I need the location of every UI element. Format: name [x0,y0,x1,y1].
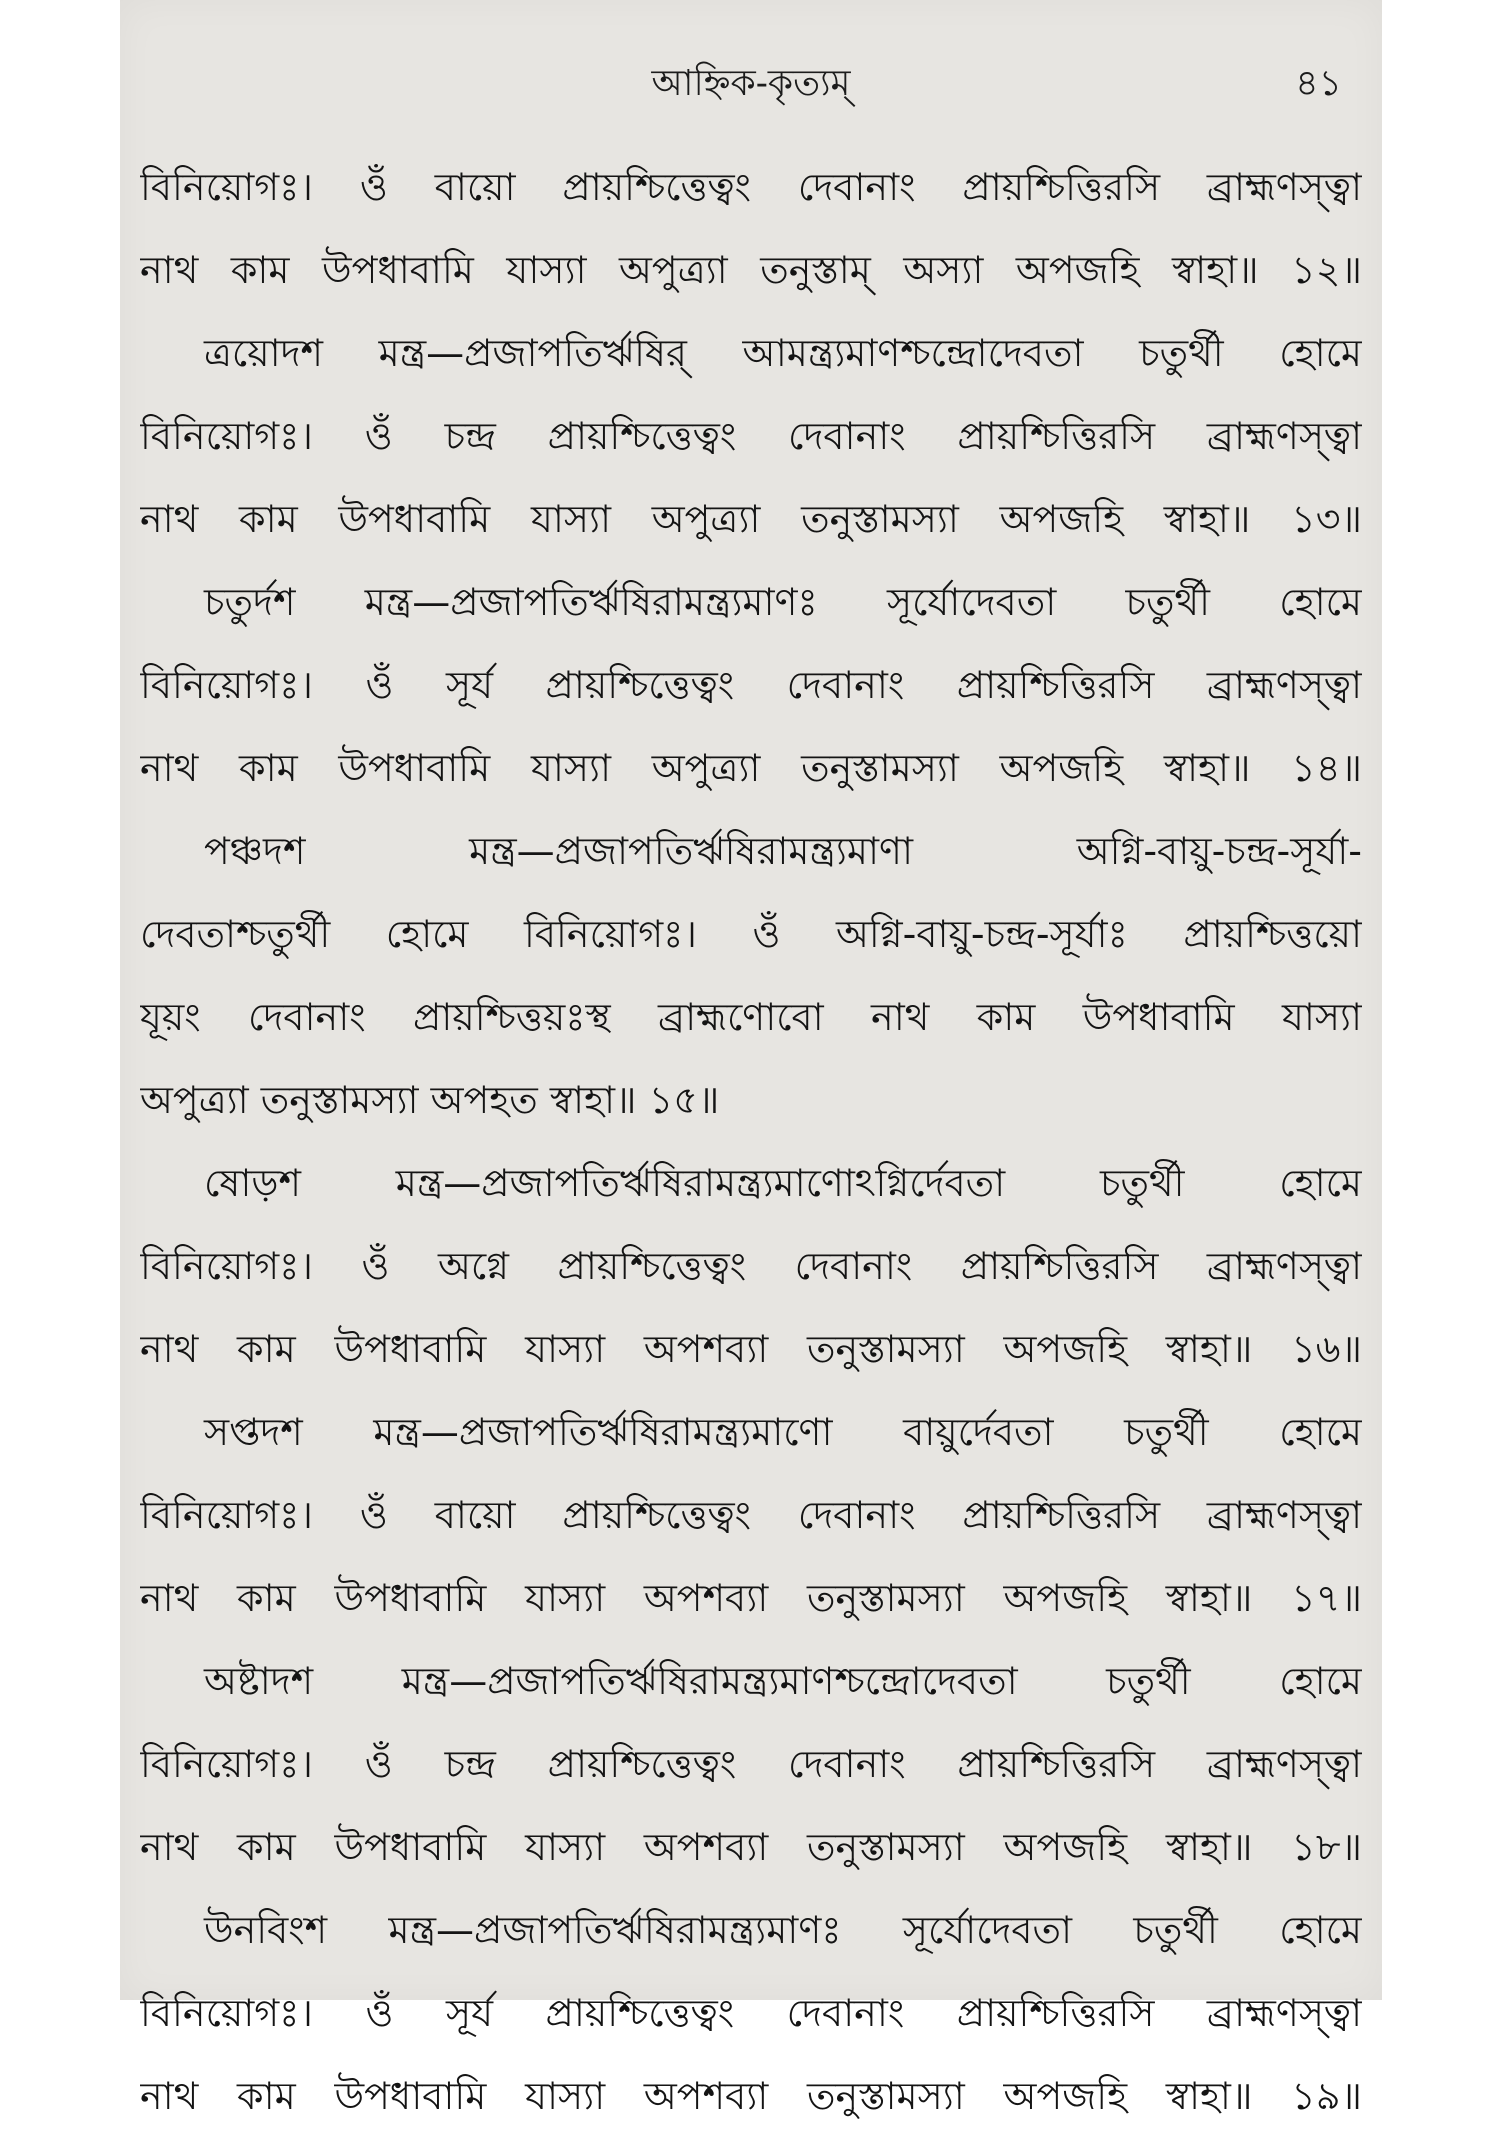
text-line: যূয়ং দেবানাং প্রায়শ্চিত্তয়ঃস্থ ব্রাহ্মণোবো নাথ কাম উপধাবামি যাস্যা [140,995,1362,1039]
text-line: পঞ্চদশ মন্ত্র—প্রজাপতির্ঋষিরামন্ত্র্যমাণা অগ্নি-বায়ু-চন্দ্র-সূর্যা- [204,829,1362,873]
running-title: আহ্নিক-কৃত্যম্ [651,63,851,104]
text-line: বিনিয়োগঃ। ওঁ চন্দ্র প্রায়শ্চিত্তেত্বং দেবানাং প্রায়শ্চিত্তিরসি ব্রাহ্মণস্ত্বা [140,414,1362,458]
text-line: অপুত্র্যা তনুস্তামস্যা অপহত স্বাহা॥ ১৫॥ [140,1078,720,1122]
text-line: চতুর্দশ মন্ত্র—প্রজাপতির্ঋষিরামন্ত্র্যমাণঃ সূর্যোদেবতা চতুর্থী হোমে [204,580,1362,624]
text-line: বিনিয়োগঃ। ওঁ বায়ো প্রায়শ্চিত্তেত্বং দেবানাং প্রায়শ্চিত্তিরসি ব্রাহ্মণস্ত্বা [140,165,1362,209]
text-line: বিনিয়োগঃ। ওঁ সূর্য প্রায়শ্চিত্তেত্বং দেবানাং প্রায়শ্চিত্তিরসি ব্রাহ্মণস্ত্বা [140,1991,1362,2035]
text-line: বিনিয়োগঃ। ওঁ অগ্নে প্রায়শ্চিত্তেত্বং দেবানাং প্রায়শ্চিত্তিরসি ব্রাহ্মণস্ত্বা [140,1244,1362,1288]
text-line: নাথ কাম উপধাবামি যাস্যা অপুত্র্যা তনুস্তামস্যা অপজহি স্বাহা॥ ১৩॥ [140,497,1362,541]
text-line: বিনিয়োগঃ। ওঁ চন্দ্র প্রায়শ্চিত্তেত্বং দেবানাং প্রায়শ্চিত্তিরসি ব্রাহ্মণস্ত্বা [140,1742,1362,1786]
page-number: ৪১ [1295,63,1342,104]
text-line: অষ্টাদশ মন্ত্র—প্রজাপতির্ঋষিরামন্ত্র্যমাণশ্চন্দ্রোদেবতা চতুর্থী হোমে [204,1659,1362,1703]
text-line: নাথ কাম উপধাবামি যাস্যা অপশব্যা তনুস্তামস্যা অপজহি স্বাহা॥ ১৮॥ [140,1825,1362,1869]
text-line: বিনিয়োগঃ। ওঁ বায়ো প্রায়শ্চিত্তেত্বং দেবানাং প্রায়শ্চিত্তিরসি ব্রাহ্মণস্ত্বা [140,1493,1362,1537]
page-header [120,56,1382,116]
body-text [140,146,1362,2138]
text-line: ত্রয়োদশ মন্ত্র—প্রজাপতির্ঋষির্ আমন্ত্র্যমাণশ্চন্দ্রোদেবতা চতুর্থী হোমে [204,331,1362,375]
text-line: উনবিংশ মন্ত্র—প্রজাপতির্ঋষিরামন্ত্র্যমাণঃ সূর্যোদেবতা চতুর্থী হোমে [204,1908,1362,1952]
text-line: ষোড়শ মন্ত্র—প্রজাপতির্ঋষিরামন্ত্র্যমাণোঽগ্নির্দেবতা চতুর্থী হোমে [204,1161,1362,1205]
text-line: বিনিয়োগঃ। ওঁ সূর্য প্রায়শ্চিত্তেত্বং দেবানাং প্রায়শ্চিত্তিরসি ব্রাহ্মণস্ত্বা [140,663,1362,707]
text-line: নাথ কাম উপধাবামি যাস্যা অপশব্যা তনুস্তামস্যা অপজহি স্বাহা॥ ১৯॥ [140,2074,1362,2118]
text-line: দেবতাশ্চতুর্থী হোমে বিনিয়োগঃ। ওঁ অগ্নি-বায়ু-চন্দ্র-সূর্যাঃ প্রায়শ্চিত্তয়ো [140,912,1362,956]
text-line: নাথ কাম উপধাবামি যাস্যা অপুত্র্যা তনুস্তাম্ অস্যা অপজহি স্বাহা॥ ১২॥ [140,248,1362,292]
book-page [120,0,1382,2118]
text-line: সপ্তদশ মন্ত্র—প্রজাপতির্ঋষিরামন্ত্র্যমাণো বায়ুর্দেবতা চতুর্থী হোমে [204,1410,1362,1454]
text-line: নাথ কাম উপধাবামি যাস্যা অপুত্র্যা তনুস্তামস্যা অপজহি স্বাহা॥ ১৪॥ [140,746,1362,790]
text-line: নাথ কাম উপধাবামি যাস্যা অপশব্যা তনুস্তামস্যা অপজহি স্বাহা॥ ১৭॥ [140,1576,1362,1620]
text-line: নাথ কাম উপধাবামি যাস্যা অপশব্যা তনুস্তামস্যা অপজহি স্বাহা॥ ১৬॥ [140,1327,1362,1371]
